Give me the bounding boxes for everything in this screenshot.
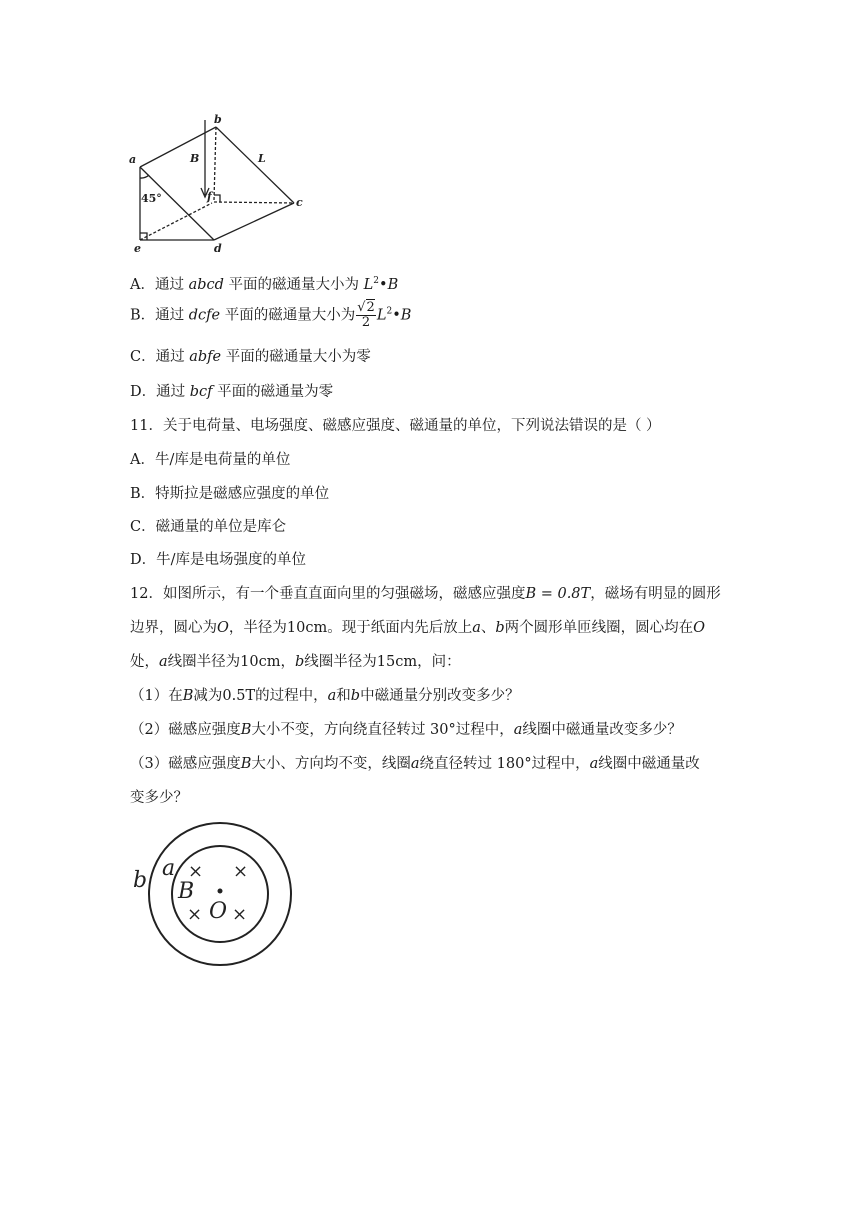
label-b: b bbox=[214, 113, 222, 126]
q11-option-a: A．牛/库是电荷量的单位 bbox=[130, 452, 291, 468]
edge-bc bbox=[216, 127, 294, 203]
label-O: O bbox=[209, 899, 228, 924]
q11-stem: 11．关于电荷量、电场强度、磁感应强度、磁通量的单位，下列说法错误的是（ ） bbox=[130, 418, 661, 434]
q12-sub-3-cont: 变多少？ bbox=[130, 790, 188, 806]
coil-figure bbox=[128, 815, 298, 975]
cross-mark: × bbox=[232, 904, 248, 925]
label-angle: 45° bbox=[141, 192, 162, 205]
q10-option-d: D．通过 bcf 平面的磁通量为零 bbox=[130, 384, 334, 400]
q12-line-2: 边界，圆心为O，半径为10cm。现于纸面内先后放上a、b两个圆形单匝线圈，圆心均在O bbox=[130, 620, 706, 636]
q10-option-b: B．通过 dcfe 平面的磁通量大小为 $\frac{√2}{2}$ $L^2•B$ bbox=[130, 300, 412, 330]
edge-bf bbox=[214, 127, 216, 200]
q12-sub-2: （2）磁感应强度B大小不变，方向绕直径转过 30°过程中，a线圈中磁通量改变多少？ bbox=[130, 722, 682, 738]
label-B: B bbox=[178, 879, 195, 904]
label-e: e bbox=[134, 242, 141, 255]
cross-mark: × bbox=[187, 904, 203, 925]
fraction-sqrt2-over-2: $\frac{√2}{2}$ bbox=[357, 300, 375, 330]
q12-sub-3: （3）磁感应强度B大小、方向均不变，线圈a绕直径转过 180°过程中，a线圈中磁通量改 bbox=[130, 756, 700, 772]
q12-sub-1: （1）在B减为0.5T的过程中，a和b中磁通量分别改变多少？ bbox=[130, 688, 520, 704]
q11-option-b: B．特斯拉是磁感应强度的单位 bbox=[130, 486, 330, 502]
label-b: b bbox=[133, 868, 148, 893]
coil-b bbox=[149, 823, 291, 965]
edge-ef bbox=[140, 203, 212, 240]
cross-mark: × bbox=[233, 861, 249, 882]
label-B: B bbox=[190, 152, 200, 165]
right-angle-f bbox=[214, 195, 220, 202]
q10-option-a: A．通过 abcd 平面的磁通量大小为 $L^2•B$ bbox=[130, 276, 399, 293]
q10-option-c: C．通过 abfe 平面的磁通量大小为零 bbox=[130, 349, 371, 365]
cross-mark: × bbox=[188, 861, 204, 882]
q11-option-d: D．牛/库是电场强度的单位 bbox=[130, 552, 307, 568]
label-f: f bbox=[207, 190, 212, 203]
label-c: c bbox=[296, 196, 303, 209]
q12-line-1: 12．如图所示，有一个垂直直面向里的匀强磁场，磁感应强度B = 0.8T，磁场有明显的圆形 bbox=[130, 586, 721, 602]
angle-arc bbox=[140, 175, 149, 178]
label-a: a bbox=[162, 856, 176, 881]
label-a: a bbox=[129, 153, 137, 166]
edge-fc bbox=[214, 202, 294, 203]
prism-figure bbox=[128, 112, 318, 257]
label-d: d bbox=[214, 242, 222, 255]
q11-option-c: C．磁通量的单位是库仑 bbox=[130, 519, 287, 535]
edge-dc bbox=[214, 203, 294, 240]
q12-line-3: 处，a线圈半径为10cm，b线圈半径为15cm，问： bbox=[130, 654, 461, 670]
center-dot bbox=[218, 889, 223, 894]
label-L: L bbox=[258, 152, 266, 165]
